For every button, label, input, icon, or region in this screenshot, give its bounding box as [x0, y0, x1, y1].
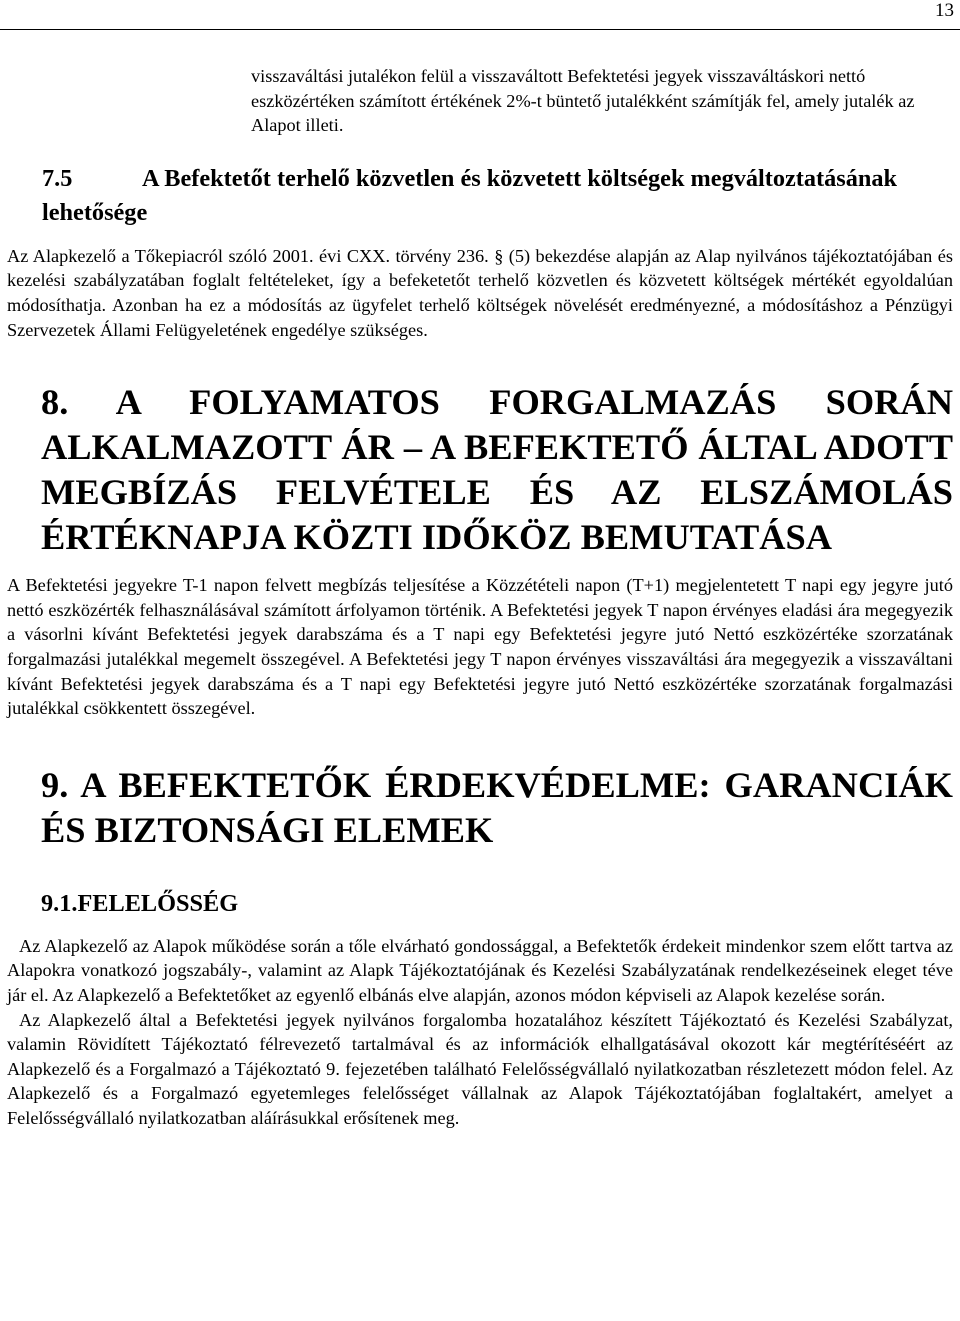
section-8-heading: 8. A FOLYAMATOS FORGALMAZÁS SORÁN ALKALMAZOTT ÁR – A BEFEKTETŐ ÁLTAL ADOTT MEGBÍZÁS FELVÉTELE ÉS AZ ELSZÁMOLÁS ÉRTÉKNAPJA KÖZTI IDŐKÖZ BEMUTATÁSA: [41, 382, 953, 558]
section-9-heading: 9. A BEFEKTETŐK ÉRDEKVÉDELME: GARANCIÁK ÉS BIZTONSÁGI ELEMEK: [41, 764, 953, 850]
intro-paragraph: visszaváltási jutalékon felül a visszaváltott Befektetési jegyek visszaváltáskori nettó eszközértéken számított értékének 2%-t büntető jutalékként számítják fel, amely jutalék az Alapot illeti.: [251, 66, 915, 136]
section-7-5-number: 7.5: [42, 164, 73, 192]
header-rule: [0, 29, 960, 30]
section-9-1-paragraph-2: Az Alapkezelő által a Befektetési jegyek nyilvános forgalomba hozatalához készített Tájékoztató és Kezelési Szabályzat, valamin Rövidített Tájékoztató félrevezető tartalmával és az információk elhallgatásával okozott kár megtérítéséért az Alapkezelő és a Forgalmazó a Tájékoztató 9. fejezetében található Felelősségvállaló nyilatkozatban részletezett módon felel. Az Alapkezelő és a Forgalmazó egyetemleges felelősséget vállalnak az Alapok Tájékoztatójában foglaltakért, amelyet a Felelősségvállaló nyilatkozatban aláírásukkal erősítenek meg.: [7, 1009, 953, 1128]
page-number: 13: [935, 0, 954, 21]
section-7-5-title: A Befektetőt terhelő közvetlen és közvetett költségek megváltoztatásának lehetősége: [42, 164, 898, 226]
section-9-1-heading: 9.1.FELELŐSSÉG: [41, 889, 239, 917]
section-8-body: A Befektetési jegyekre T-1 napon felvett megbízás teljesítése a Közzétételi napon (T+1) megjelentetett T napi egy jegyre jutó nettó eszközérték felhasználásával számított árfolyamon történik. A Befektetési jegyek T napon érvényes eladási ára megegyezik a vásorlni kívánt Befektetési jegyek darabszáma és a T napi egy Befektetési jegyre jutó Nettó eszközértéke szorzatának forgalmazási jutalékkal megemelt összegével. A Befektetési jegy T napon érvényes visszaváltási ára megegyezik a visszaváltani kívánt Befektetési jegyek darabszáma és a T napi egy Befektetési jegyre jutó Nettó eszközértéke szorzatának forgalmazási jutalékkal csökkentett összegével.: [7, 575, 953, 719]
section-9-1-paragraph-1: Az Alapkezelő az Alapok működése során a tőle elvárható gondossággal, a Befektetők érdekeit mindenkor szem előtt tartva az Alapokra vonatkozó jogszabály-, valamint az Alapk Tájékoztatójának és Kezelési Szabályzatának rendelkezéseinek eleget téve jár el. Az Alapkezelő a Befektetőket az egyenlő elbánás elve alapján, azonos módon képviseli az Alapok kezelése során.: [7, 935, 953, 1005]
section-7-5-heading: [42, 162, 953, 230]
document-body: [7, 64, 953, 1130]
section-7-5-body: Az Alapkezelő a Tőkepiacról szóló 2001. évi CXX. törvény 236. § (5) bekezdése alapján az Alap nyilvános tájékoztatójában és kezelési szabályzatában foglalt feltételeket, így a befeketetőt terhelő közvetlen és közvetett költségek mértékét egyoldalúan módosíthatja. Azonban ha ez a módosítás az ügyfelet terhelő költségek növelését eredményezné, a módosításhoz a Pénzügyi Szervezetek Állami Felügyeletének engedélye szükséges.: [7, 245, 953, 340]
